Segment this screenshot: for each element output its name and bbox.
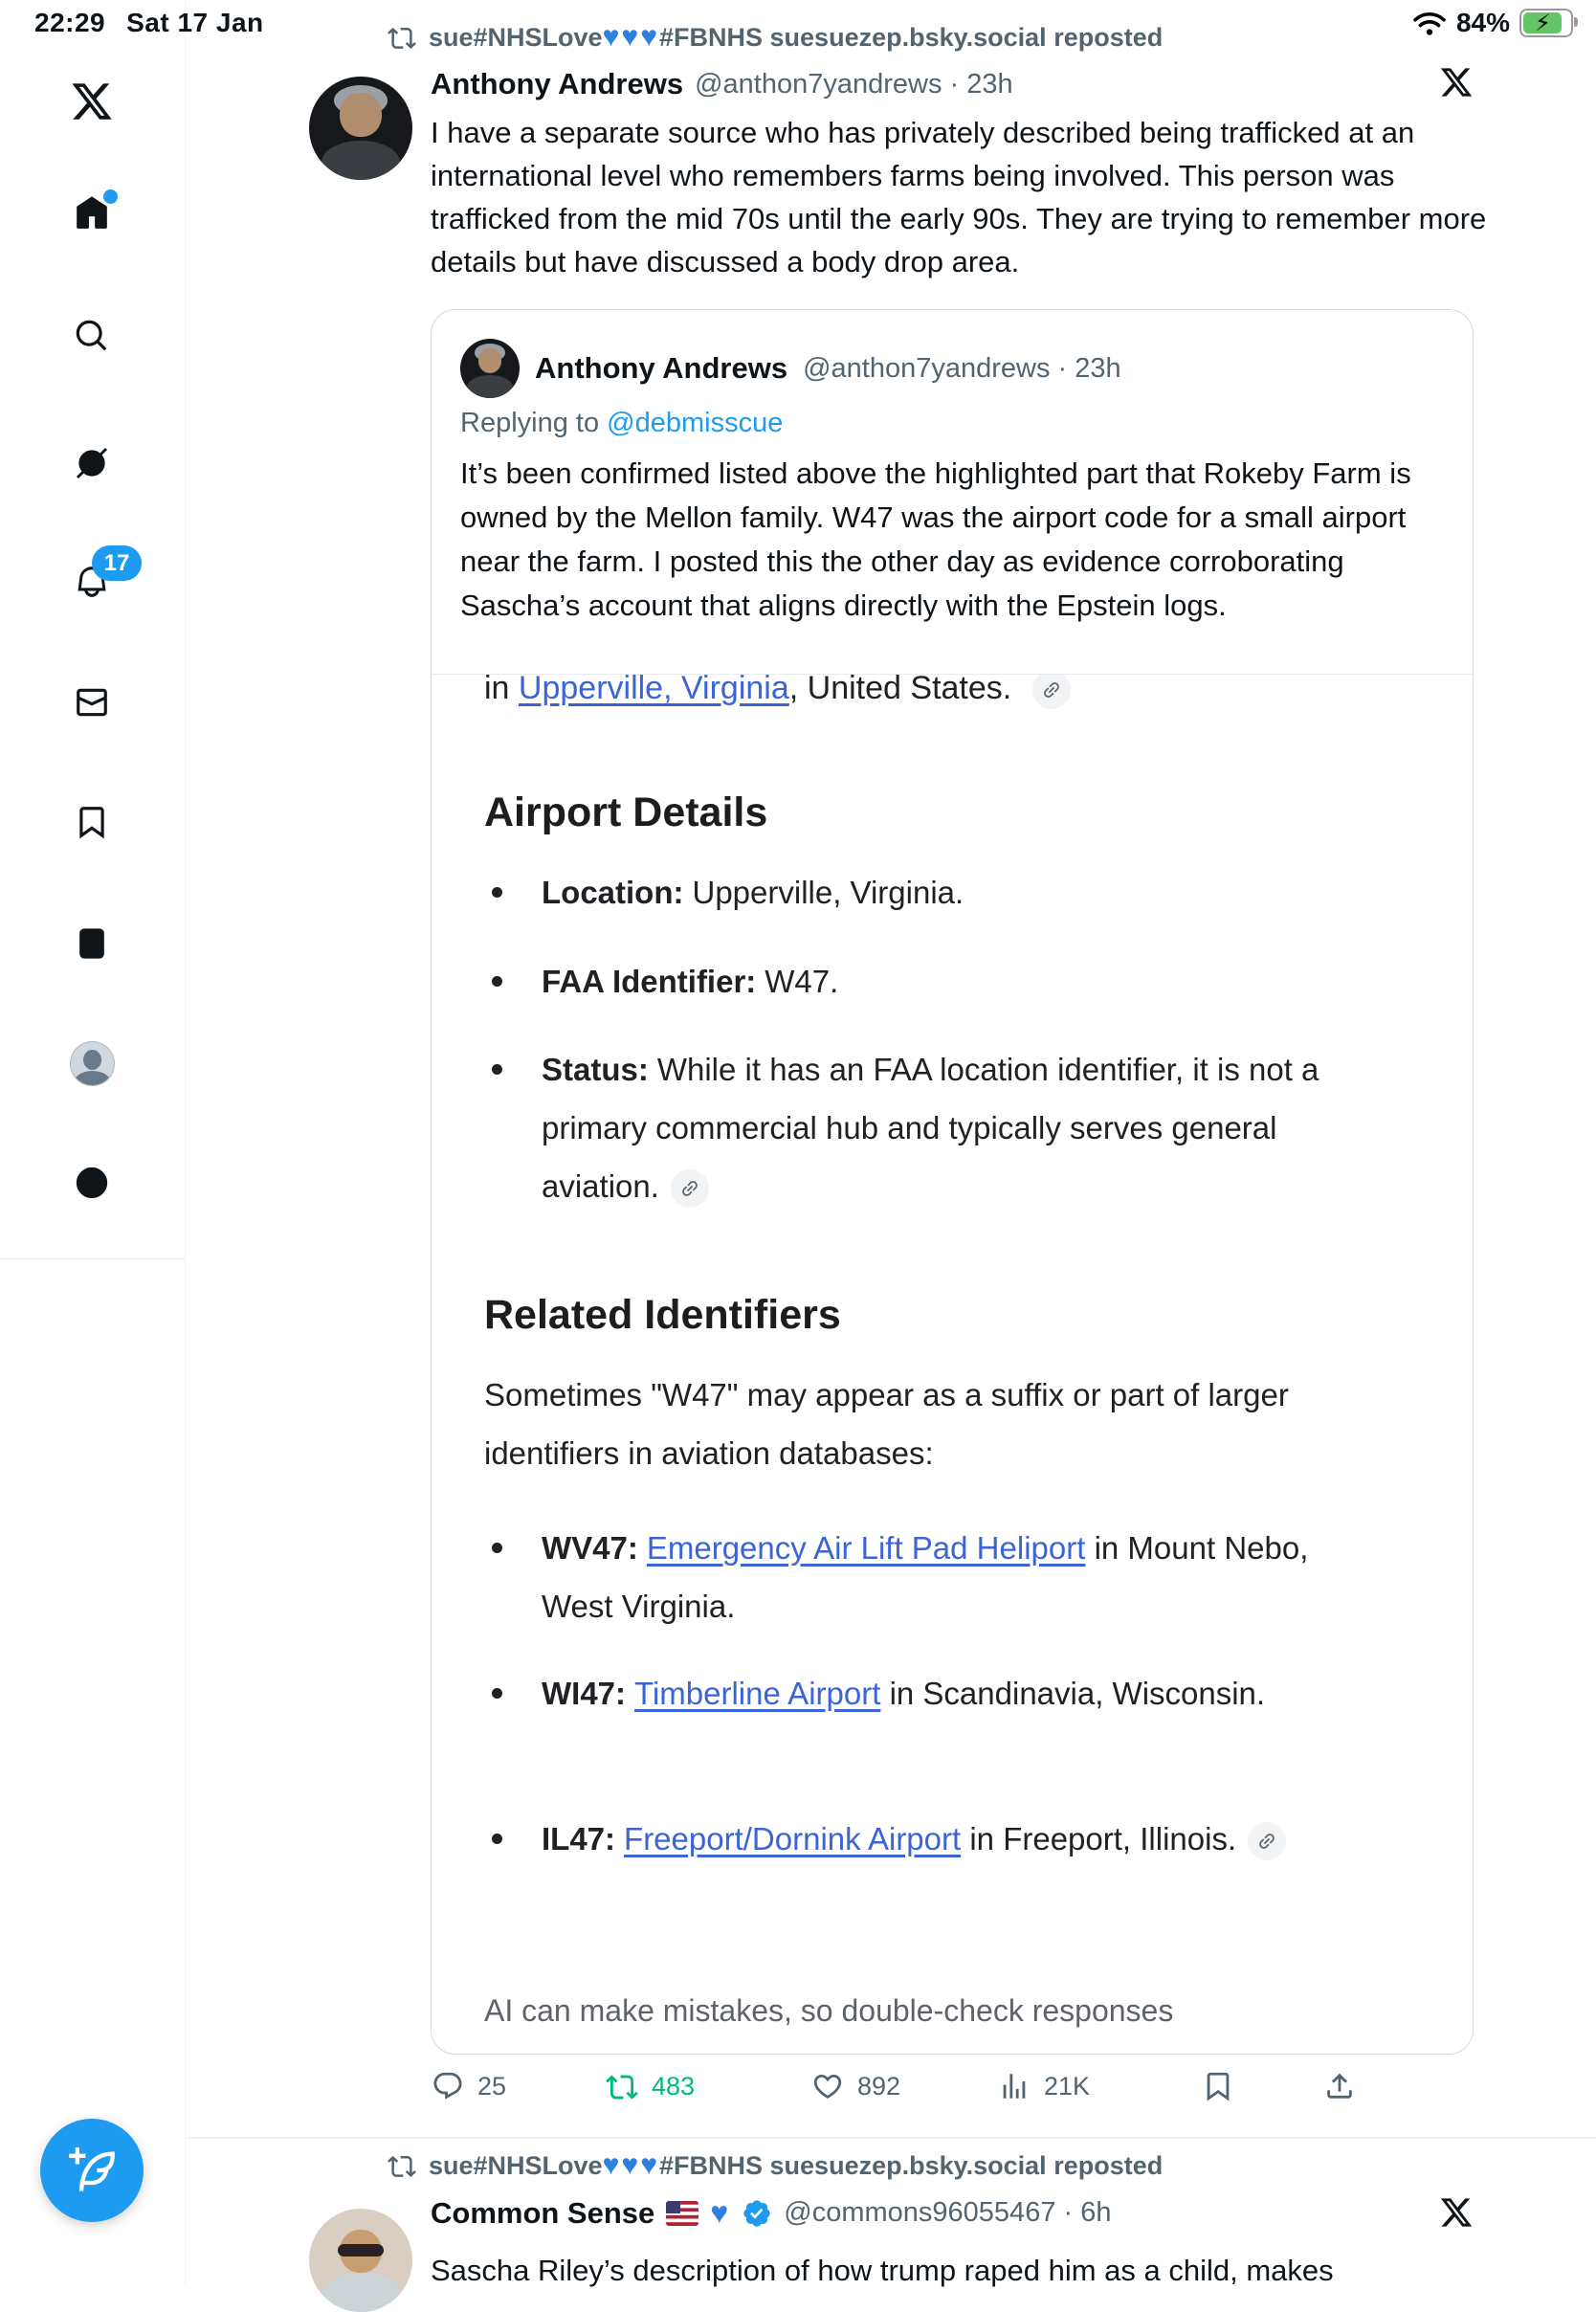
- notifications-count-badge: 17: [92, 545, 142, 581]
- battery-percent: 84%: [1455, 8, 1510, 37]
- tweet-body-text: Sascha Riley’s description of how trump raped him as a child, makes: [431, 2254, 1334, 2287]
- reposter-label: sue#NHSLove♥♥♥#FBNHS suesuezep.bsky.social reposted: [429, 2149, 1164, 2181]
- ai-disclaimer-text: AI can make mistakes, so double-check responses: [484, 1993, 1174, 2028]
- blue-hearts-emoji: ♥♥♥: [602, 21, 660, 53]
- profile-avatar[interactable]: [70, 1041, 115, 1086]
- quote-author-avatar[interactable]: [460, 339, 520, 398]
- repost-header[interactable]: [388, 2149, 1163, 2182]
- bullet-il47: IL47: Freeport/Dornink Airport in Freeport, Illinois.: [542, 1810, 1288, 1868]
- views-chart-icon: [998, 2070, 1031, 2102]
- repost-icon: [388, 2151, 416, 2180]
- media-link-heliport[interactable]: Emergency Air Lift Pad Heliport: [646, 1530, 1086, 1566]
- quote-header: [460, 339, 1121, 398]
- status-date: Sat 17 Jan: [126, 8, 264, 37]
- tweet-author-avatar[interactable]: [309, 2209, 412, 2312]
- media-cropped-line: in Upperville, Virginia, United States.: [484, 674, 1071, 710]
- x-logo[interactable]: [70, 79, 114, 123]
- tweet-time: 6h: [1080, 2197, 1112, 2228]
- status-time: 22:29: [34, 8, 106, 37]
- sidebar-nav: [0, 0, 186, 2285]
- repost-header[interactable]: [388, 21, 1163, 54]
- author-handle[interactable]: @anthon7yandrews · 23h: [695, 68, 1013, 100]
- messages-icon[interactable]: [74, 684, 110, 721]
- tweet-body-text: I have a separate source who has privately described being trafficked at an international level who remembers farms being involved. This person was trafficked from the mid 70s until the early 90s. They are trying to remember more details but have discussed a body drop area.: [431, 116, 1487, 278]
- tweet-time: 23h: [966, 68, 1013, 100]
- share-icon: [1323, 2070, 1356, 2102]
- quote-author-handle: @anthon7yandrews · 23h: [803, 352, 1121, 384]
- verified-badge-icon: [742, 2198, 772, 2229]
- tweet-x-menu-icon[interactable]: [1439, 65, 1474, 100]
- blue-hearts-emoji: ♥♥♥: [602, 2149, 660, 2181]
- bullet-wi47: WI47: Timberline Airport in Scandinavia, Wisconsin.: [542, 1664, 1288, 1723]
- grok-icon[interactable]: [74, 445, 110, 481]
- citation-link-icon[interactable]: [1032, 674, 1071, 709]
- reply-button[interactable]: [432, 2070, 506, 2102]
- views-button[interactable]: [998, 2070, 1090, 2102]
- charging-bolt-icon: ⚡︎: [1535, 11, 1551, 36]
- quoted-tweet-card[interactable]: [431, 309, 1474, 2055]
- reply-icon: [432, 2070, 464, 2102]
- author-name[interactable]: Anthony Andrews: [431, 67, 684, 100]
- reply-count: 25: [477, 2071, 507, 2101]
- lists-icon[interactable]: [74, 925, 110, 962]
- citation-link-icon[interactable]: [671, 1169, 709, 1208]
- tweet-header: [431, 2195, 1112, 2231]
- tweet-header: [431, 67, 1013, 101]
- us-flag-emoji: [666, 2201, 698, 2226]
- bullet-wv47: WV47: Emergency Air Lift Pad Heliport in Mount Nebo, West Virginia.: [542, 1519, 1364, 1635]
- quote-body-text: It’s been confirmed listed above the highlighted part that Rokeby Farm is owned by the Mellon family. W47 was the airport code for a small airport near the farm. I posted this the other day as evidence corroborating Sascha’s account that aligns directly with the Epstein logs.: [460, 456, 1411, 622]
- related-identifiers-heading: Related Identifiers: [484, 1292, 841, 1338]
- tweet-divider: [185, 2137, 1596, 2139]
- bookmark-button[interactable]: [1202, 2070, 1234, 2102]
- compose-feather-icon: [67, 2145, 117, 2195]
- quote-media-screenshot[interactable]: [432, 674, 1473, 2055]
- home-unread-dot: [103, 189, 118, 204]
- heart-icon: [811, 2070, 844, 2102]
- media-link-freeport[interactable]: Freeport/Dornink Airport: [624, 1821, 962, 1856]
- search-icon[interactable]: [74, 318, 110, 354]
- like-count: 892: [857, 2071, 901, 2101]
- reposter-label: sue#NHSLove♥♥♥#FBNHS suesuezep.bsky.social reposted: [429, 21, 1164, 53]
- airport-details-heading: Airport Details: [484, 789, 768, 835]
- more-icon[interactable]: [74, 1165, 110, 1201]
- bookmarks-icon[interactable]: [74, 804, 110, 840]
- bullet-location: Location: Upperville, Virginia.: [542, 863, 1403, 922]
- compose-button[interactable]: [40, 2119, 144, 2222]
- repost-icon: [388, 23, 416, 52]
- repost-button[interactable]: [606, 2070, 695, 2102]
- bookmark-icon: [1202, 2070, 1234, 2102]
- blue-heart-emoji: ♥: [710, 2195, 731, 2230]
- repost-icon: [606, 2070, 638, 2102]
- author-name[interactable]: Common Sense: [431, 2195, 655, 2230]
- replying-to-line: Replying to @debmisscue: [460, 408, 784, 438]
- repost-count: 483: [652, 2071, 696, 2101]
- share-button[interactable]: [1323, 2070, 1356, 2102]
- like-button[interactable]: [811, 2070, 900, 2102]
- bullet-faa-identifier: FAA Identifier: W47.: [542, 952, 1403, 1011]
- quote-author-name: Anthony Andrews: [535, 351, 788, 385]
- author-handle[interactable]: @commons96055467 · 6h: [784, 2197, 1112, 2228]
- media-link-upperville[interactable]: Upperville, Virginia: [518, 674, 789, 706]
- bullet-status: Status: While it has an FAA location identifier, it is not a primary commercial hub and typically serves general aviation.: [542, 1040, 1393, 1215]
- sidebar-divider: [0, 1258, 185, 1259]
- quote-time: 23h: [1075, 352, 1121, 384]
- tweet-x-menu-icon[interactable]: [1439, 2195, 1474, 2230]
- timeline: [185, 0, 1596, 2285]
- citation-link-icon[interactable]: [1248, 1822, 1286, 1860]
- related-intro-text: Sometimes "W47" may appear as a suffix or part of larger identifiers in aviation databases:: [484, 1377, 1289, 1471]
- replying-to-handle[interactable]: @debmisscue: [607, 408, 784, 438]
- tweet-author-avatar[interactable]: [309, 77, 412, 180]
- views-count: 21K: [1044, 2071, 1091, 2101]
- media-link-timberline[interactable]: Timberline Airport: [634, 1676, 881, 1711]
